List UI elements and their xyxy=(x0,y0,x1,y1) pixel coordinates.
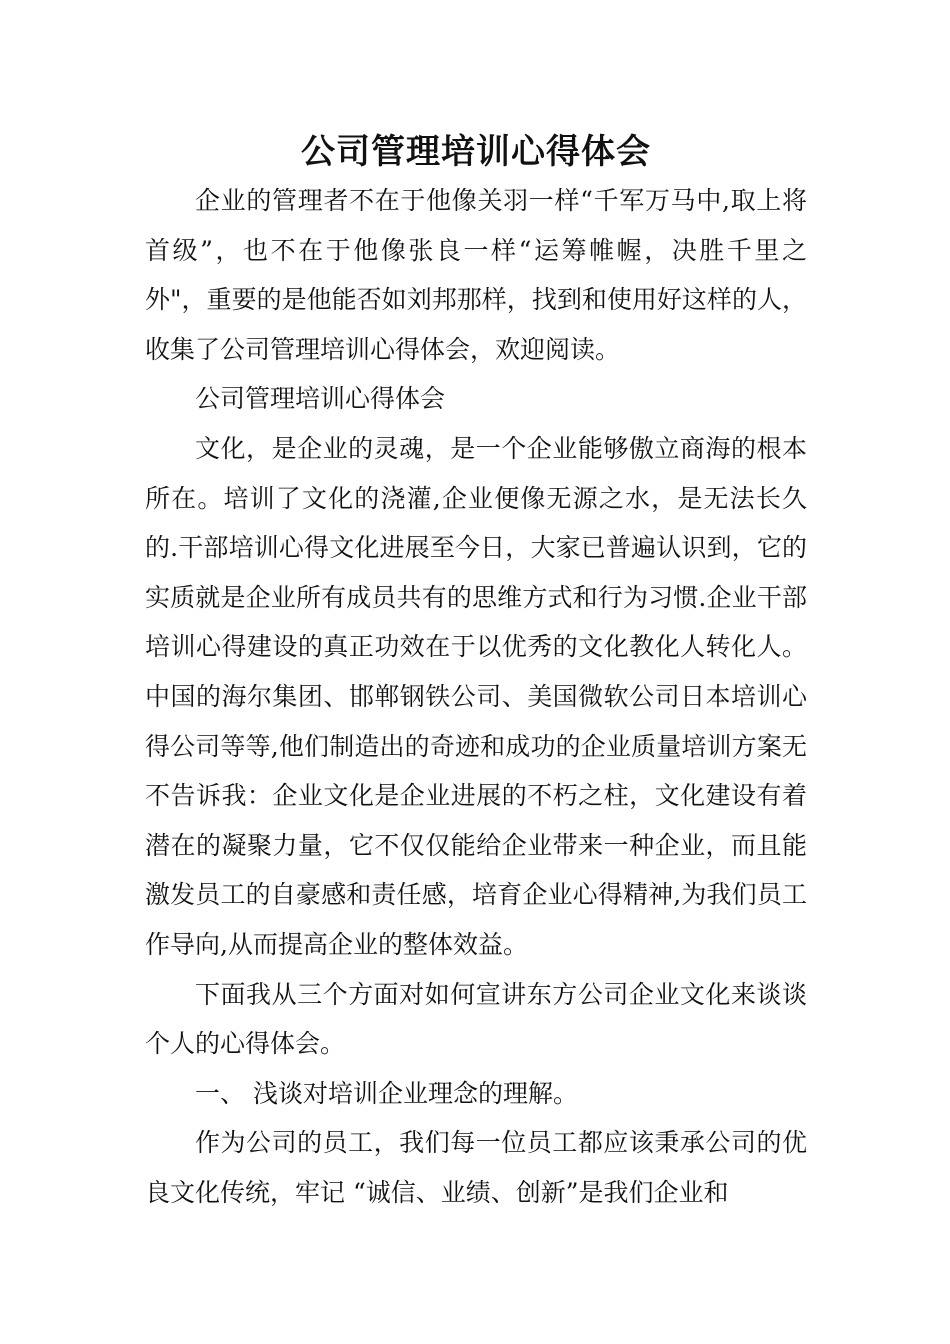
employee-paragraph: 作为公司的员工，我们每一位员工都应该秉承公司的优良文化传统，牢记 “诚信、业绩、创新”是我们企业和 xyxy=(145,1128,807,1207)
aspects-intro-paragraph: 下面我从三个方面对如何宣讲东方公司企业文化来谈谈个人的心得体会。 xyxy=(145,979,807,1059)
culture-paragraph: 文化，是企业的灵魂，是一个企业能够傲立商海的根本所在。培训了文化的浇灌,企业便像无源之水，是无法长久的.干部培训心得文化进展至今日，大家已普遍认识到，它的实质就是企业所有成员共有的思维方式和行为习惯.企业干部培训心得建设的真正功效在于以优秀的文化教化人转化人。中国的海尔集团、邯郸钢铁公司、美国微软公司日本培训心得公司等等,他们制造出的奇迹和成功的企业质量培训方案无不告诉我：企业文化是企业进展的不朽之柱，文化建设有着潜在的凝聚力量，它不仅仅能给企业带来一种企业，而且能激发员工的自豪感和责任感，培育企业心得精神,为我们员工作导向,从而提高企业的整体效益。 xyxy=(145,433,807,959)
section-heading-one: 一、 浅谈对培训企业理念的理解。 xyxy=(195,1078,578,1108)
document-body xyxy=(145,128,807,1217)
document-title: 公司管理培训心得体会 xyxy=(301,132,651,172)
subtitle-paragraph: 公司管理培训心得体会 xyxy=(195,384,446,414)
intro-paragraph: 企业的管理者不在于他像关羽一样“千军万马中,取上将首级”，也不在于他像张良一样“运筹帷幄，决胜千里之外"，重要的是他能否如刘邦那样，找到和使用好这样的人，收集了公司管理培训心得体会，欢迎阅读。 xyxy=(145,186,807,364)
